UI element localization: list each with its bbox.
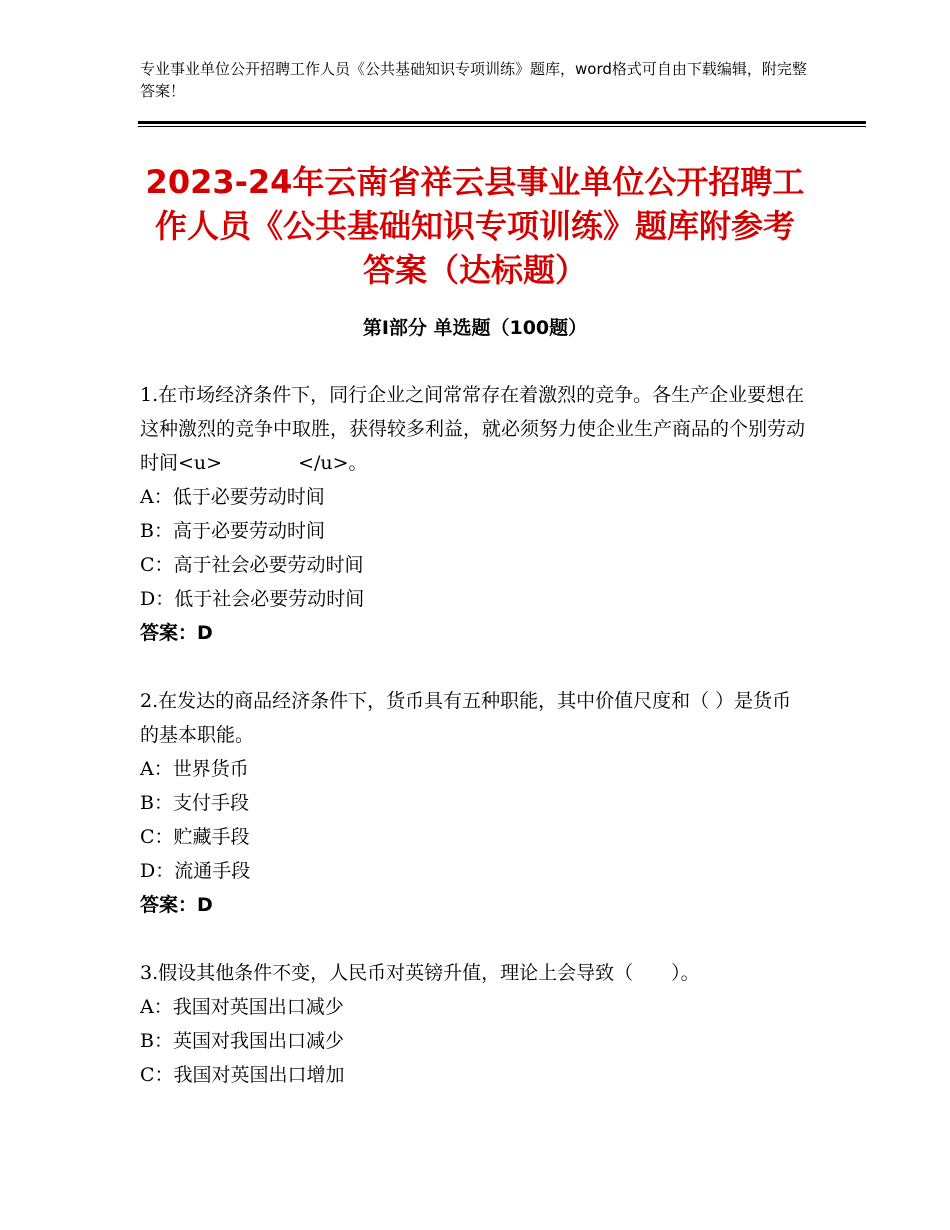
header-divider-thick <box>138 121 866 124</box>
question-3 <box>140 956 810 1092</box>
option-a: A：世界货币 <box>140 758 249 780</box>
question-stem: 3.假设其他条件不变，人民币对英镑升值，理论上会导致（ ）。 <box>140 962 700 984</box>
question-stem: 2.在发达的商品经济条件下，货币具有五种职能，其中价值尺度和（ ）是货币的基本职能。 <box>140 690 792 746</box>
question-2 <box>140 684 810 922</box>
option-b: B：高于必要劳动时间 <box>140 520 325 542</box>
answer: 答案：D <box>140 894 213 916</box>
answer: 答案：D <box>140 622 213 644</box>
option-a: A：我国对英国出口减少 <box>140 996 344 1018</box>
document-title: 2023-24年云南省祥云县事业单位公开招聘工作人员《公共基础知识专项训练》题库附参考答案（达标题） <box>145 163 805 289</box>
option-d: D：低于社会必要劳动时间 <box>140 588 365 610</box>
question-1 <box>140 378 810 650</box>
question-list <box>140 378 810 1126</box>
option-c: C：我国对英国出口增加 <box>140 1064 345 1086</box>
option-b: B：支付手段 <box>140 792 249 814</box>
header-note: 专业事业单位公开招聘工作人员《公共基础知识专项训练》题库，word格式可自由下载编辑，附完整答案！ <box>140 60 807 100</box>
option-d: D：流通手段 <box>140 860 251 882</box>
option-c: C：贮藏手段 <box>140 826 250 848</box>
header-divider-thin <box>138 126 866 127</box>
option-a: A：低于必要劳动时间 <box>140 486 325 508</box>
question-stem: 1.在市场经济条件下，同行企业之间常常存在着激烈的竞争。各生产企业要想在这种激烈的竞争中取胜，获得较多利益，就必须努力使企业生产商品的个别劳动时间<u> </u>。 <box>140 384 806 474</box>
option-c: C：高于社会必要劳动时间 <box>140 554 364 576</box>
option-b: B：英国对我国出口减少 <box>140 1030 344 1052</box>
section-title: 第I部分 单选题（100题） <box>362 317 588 339</box>
